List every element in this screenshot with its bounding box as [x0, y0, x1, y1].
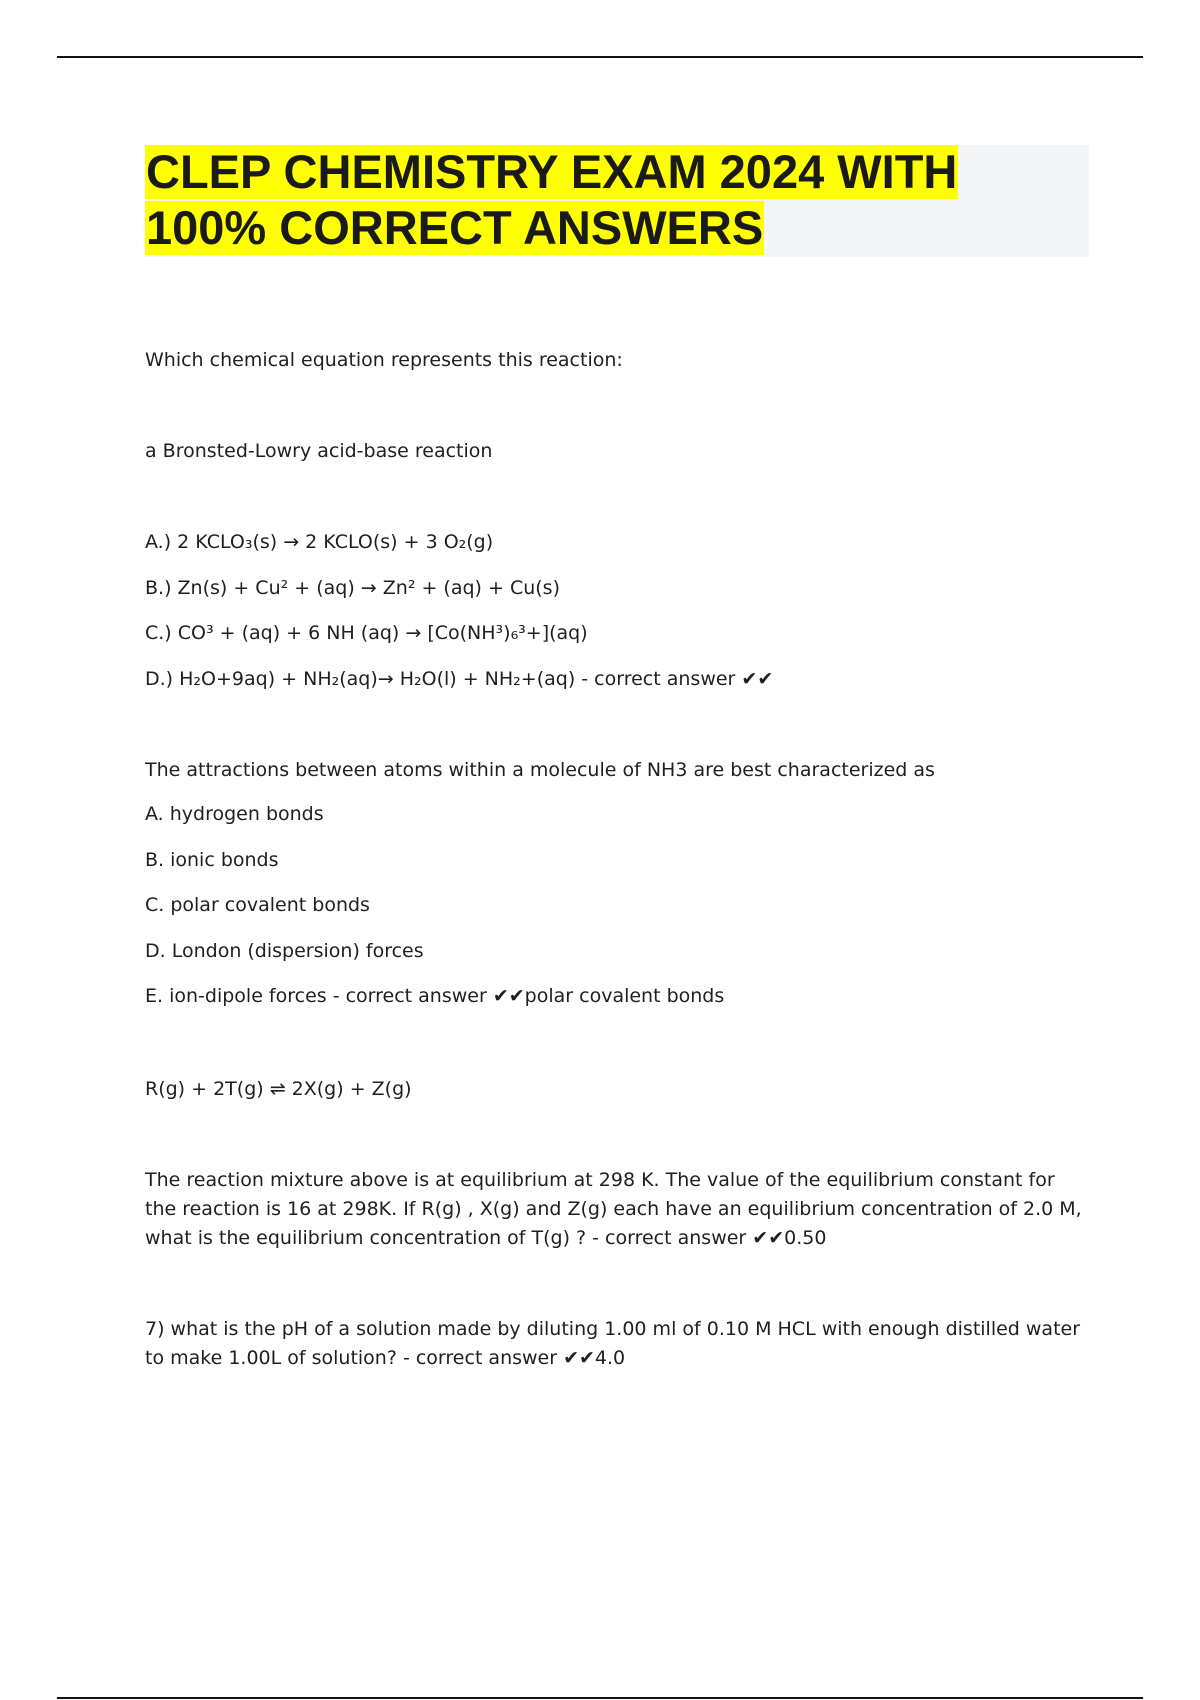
question-3-text: The reaction mixture above is at equilibrium at 298 K. The value of the equilibrium constant for the reaction is 16 at 298K. If R(g) , X(g) and Z(g) each have an equilibrium concentration of 2.0 M, what is the equilibrium concentration of T(g) ? - correct answer ✔✔0.50 [145, 1169, 1082, 1249]
question-2-option-a: A. hydrogen bonds [145, 803, 324, 825]
top-divider [57, 56, 1143, 58]
question-3-equation: R(g) + 2T(g) ⇌ 2X(g) + Z(g) [145, 1078, 412, 1100]
question-1-option-b: B.) Zn(s) + Cu² + (aq) → Zn² + (aq) + Cu(s) [145, 577, 560, 599]
title-line-1: CLEP CHEMISTRY EXAM 2024 WITH [146, 145, 958, 198]
question-1-prompt: Which chemical equation represents this reaction: [145, 349, 623, 371]
question-1-option-d: D.) H₂O+9aq) + NH₂(aq)→ H₂O(l) + NH₂+(aq) - correct answer ✔✔ [145, 668, 774, 690]
question-1-option-a: A.) 2 KCLO₃(s) → 2 KCLO(s) + 3 O₂(g) [145, 531, 494, 553]
question-1-subprompt: a Bronsted-Lowry acid-base reaction [145, 440, 493, 462]
document-title [145, 145, 1089, 257]
question-2-prompt: The attractions between atoms within a molecule of NH3 are best characterized as [145, 759, 935, 781]
bottom-divider [57, 1697, 1143, 1699]
question-2-option-d: D. London (dispersion) forces [145, 940, 424, 962]
question-1-option-c: C.) CO³ + (aq) + 6 NH (aq) → [Co(NH³)₆³+](aq) [145, 622, 588, 644]
question-2-option-e: E. ion-dipole forces - correct answer ✔✔polar covalent bonds [145, 985, 725, 1007]
title-line-2: 100% CORRECT ANSWERS [146, 201, 764, 254]
question-2-option-c: C. polar covalent bonds [145, 894, 370, 916]
question-4-text: 7) what is the pH of a solution made by diluting 1.00 ml of 0.10 M HCL with enough distilled water to make 1.00L of solution? - correct answer ✔✔4.0 [145, 1318, 1081, 1369]
question-2-option-b: B. ionic bonds [145, 849, 279, 871]
